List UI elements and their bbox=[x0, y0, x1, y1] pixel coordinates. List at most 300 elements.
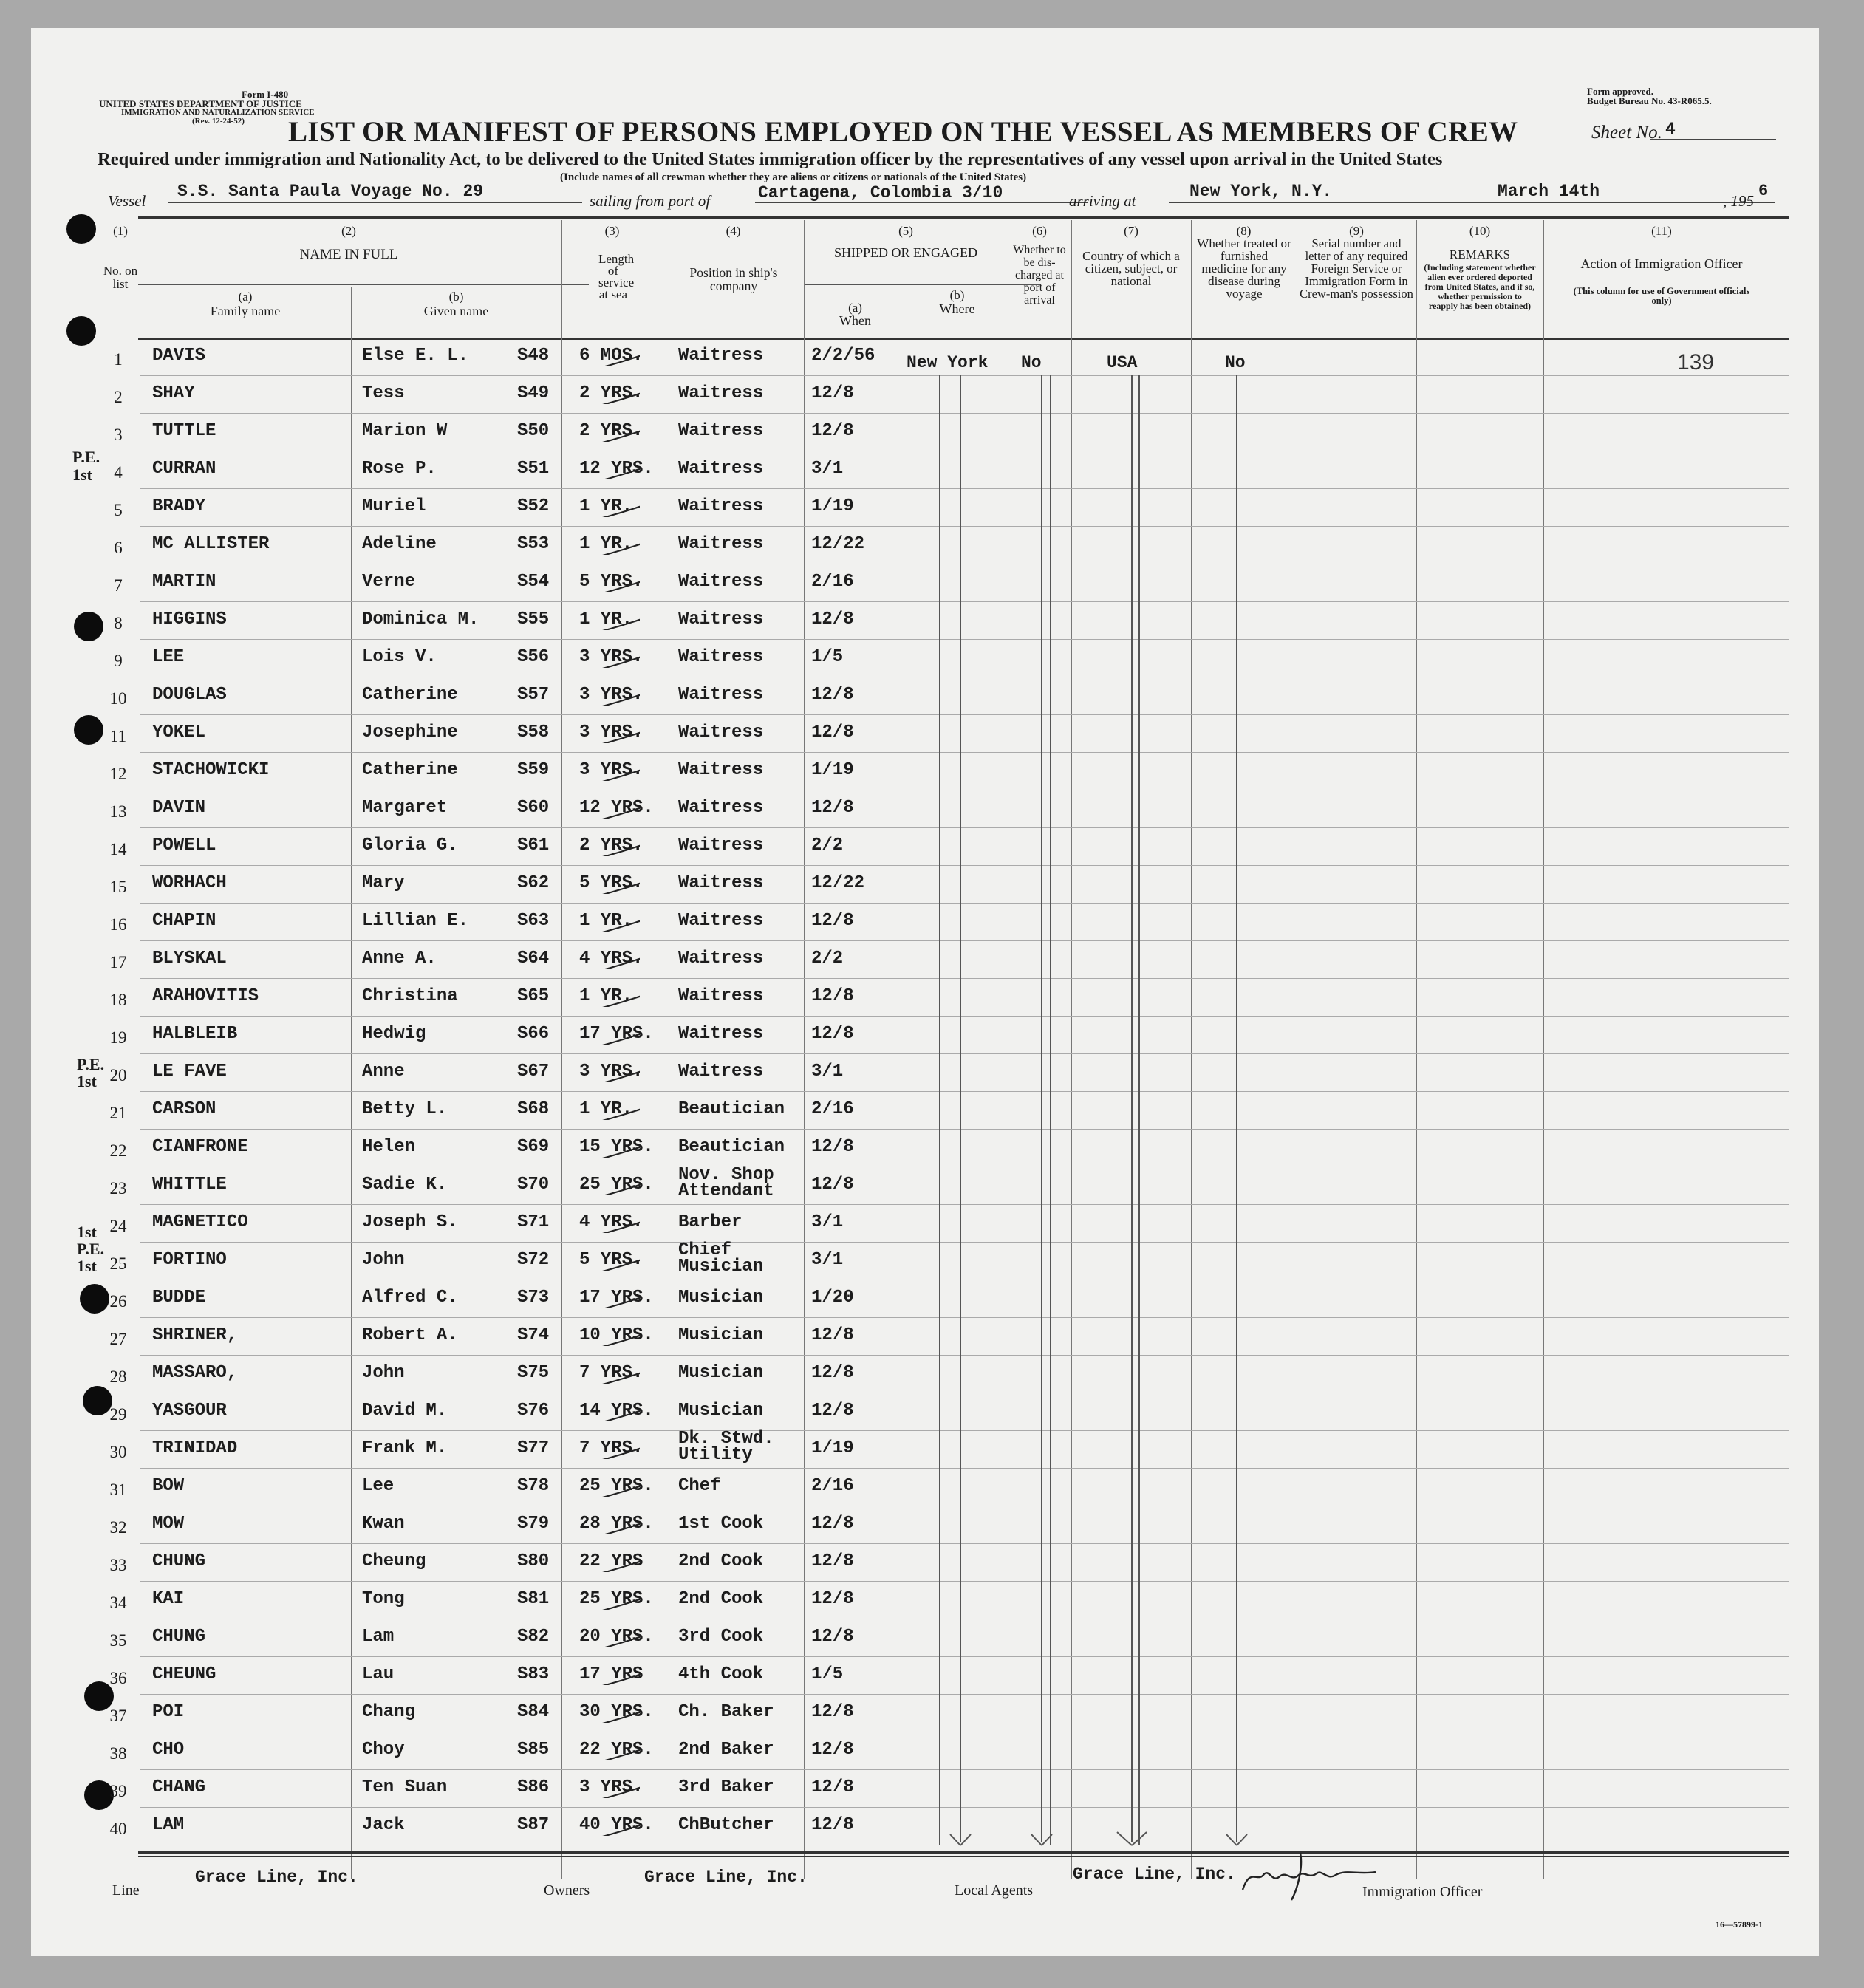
row-number: 10 bbox=[109, 689, 127, 708]
given-name: Kwan bbox=[362, 1514, 405, 1534]
check-stroke bbox=[600, 1060, 640, 1082]
row-number: 11 bbox=[109, 727, 127, 745]
row-number: 7 bbox=[114, 576, 123, 595]
row-number: 23 bbox=[109, 1179, 127, 1198]
length-of-service: 17 YRS. bbox=[579, 1288, 654, 1308]
position: Chef bbox=[678, 1476, 721, 1496]
department-name: UNITED STATES DEPARTMENT OF JUSTICE bbox=[99, 98, 302, 109]
vessel-name: S.S. Santa Paula Voyage No. 29 bbox=[177, 182, 484, 201]
length-of-service: 7 YRS. bbox=[579, 1438, 643, 1458]
given-name: Adeline bbox=[362, 534, 437, 554]
when-engaged: 12/8 bbox=[811, 1363, 854, 1383]
when-engaged: 2/16 bbox=[811, 1476, 854, 1496]
crew-code: S66 bbox=[517, 1024, 550, 1044]
when-engaged: 12/22 bbox=[811, 534, 865, 554]
position: Chief Musician bbox=[678, 1240, 764, 1277]
crew-code: S85 bbox=[517, 1740, 550, 1760]
family-name: KAI bbox=[152, 1589, 185, 1609]
check-stroke bbox=[600, 1738, 640, 1760]
family-name: DOUGLAS bbox=[152, 685, 227, 705]
row-number: 15 bbox=[109, 878, 127, 896]
length-of-service: 1 YR. bbox=[579, 534, 633, 554]
given-name: Sadie K. bbox=[362, 1175, 448, 1195]
footer-rule bbox=[138, 1851, 1789, 1854]
position: Musician bbox=[678, 1288, 764, 1308]
crew-code: S81 bbox=[517, 1589, 550, 1609]
given-name: Lam bbox=[362, 1627, 395, 1647]
check-stroke bbox=[600, 1362, 640, 1384]
length-of-service: 1 YR. bbox=[579, 609, 633, 629]
col6-number: (6) bbox=[1032, 224, 1047, 238]
row-number: 1 bbox=[114, 350, 123, 369]
family-name: DAVIN bbox=[152, 798, 206, 818]
when-engaged: 12/8 bbox=[811, 1137, 854, 1157]
check-stroke bbox=[600, 834, 640, 856]
margin-note: 1st bbox=[77, 1257, 97, 1275]
crew-code: S74 bbox=[517, 1325, 550, 1345]
row-number: 18 bbox=[109, 991, 127, 1009]
check-mark-icon bbox=[593, 1773, 640, 1798]
position: Waitress bbox=[678, 534, 764, 554]
when-engaged: 12/8 bbox=[811, 1740, 854, 1760]
check-mark-icon bbox=[593, 1208, 640, 1233]
check-mark-icon bbox=[593, 756, 640, 781]
given-name: Else E. L. bbox=[362, 346, 469, 366]
year-prefix: , 195 bbox=[1723, 192, 1754, 210]
check-mark-icon bbox=[593, 1547, 640, 1572]
given-name: Lee bbox=[362, 1476, 395, 1496]
check-stroke bbox=[600, 721, 640, 743]
position: 2nd Cook bbox=[678, 1589, 764, 1609]
check-mark-icon bbox=[593, 1170, 640, 1195]
check-stroke bbox=[600, 608, 640, 630]
position: Waitress bbox=[678, 459, 764, 479]
check-stroke bbox=[600, 1211, 640, 1233]
row-number: 35 bbox=[109, 1631, 127, 1650]
given-name: Muriel bbox=[362, 496, 426, 516]
col7-number: (7) bbox=[1124, 224, 1138, 238]
crew-code: S68 bbox=[517, 1099, 550, 1119]
row-number: 33 bbox=[109, 1556, 127, 1574]
given-name: Alfred C. bbox=[362, 1288, 458, 1308]
row-number: 37 bbox=[109, 1707, 127, 1725]
position: 2nd Cook bbox=[678, 1551, 764, 1571]
row-number: 8 bbox=[114, 614, 123, 632]
length-of-service: 3 YRS. bbox=[579, 723, 643, 742]
crew-code: S55 bbox=[517, 609, 550, 629]
given-name: Betty L. bbox=[362, 1099, 448, 1119]
family-name: MC ALLISTER bbox=[152, 534, 270, 554]
position: Musician bbox=[678, 1363, 764, 1383]
agents-value: Grace Line, Inc. bbox=[1073, 1865, 1236, 1884]
when-engaged: 12/8 bbox=[811, 798, 854, 818]
when-engaged: 12/8 bbox=[811, 1401, 854, 1421]
col-remarks-note: (Including statement whether alien ever ordered deported from United States, and if so, whether permission to reapply has been obtained) bbox=[1424, 262, 1536, 311]
check-stroke bbox=[600, 344, 640, 366]
given-name: Anne bbox=[362, 1062, 405, 1082]
family-name: CIANFRONE bbox=[152, 1137, 248, 1157]
position: Nov. Shop Attendant bbox=[678, 1165, 774, 1201]
length-of-service: 2 YRS. bbox=[579, 421, 643, 441]
row-number: 25 bbox=[109, 1254, 127, 1273]
crew-code: S83 bbox=[517, 1664, 550, 1684]
budget-bureau: Budget Bureau No. 43-R065.5. bbox=[1587, 95, 1712, 106]
length-of-service: 20 YRS. bbox=[579, 1627, 654, 1647]
family-name: CHANG bbox=[152, 1777, 206, 1797]
length-of-service: 12 YRS. bbox=[579, 459, 654, 479]
family-name: LE FAVE bbox=[152, 1062, 227, 1082]
crew-code: S78 bbox=[517, 1476, 550, 1496]
position: Waitress bbox=[678, 986, 764, 1006]
family-name: CHO bbox=[152, 1740, 185, 1760]
length-of-service: 3 YRS. bbox=[579, 647, 643, 667]
family-name: SHRINER, bbox=[152, 1325, 238, 1345]
length-of-service: 2 YRS. bbox=[579, 836, 643, 855]
when-engaged: 1/5 bbox=[811, 1664, 844, 1684]
given-name: Margaret bbox=[362, 798, 448, 818]
given-name: Chang bbox=[362, 1702, 416, 1722]
check-mark-icon bbox=[593, 1622, 640, 1647]
given-name: Tess bbox=[362, 383, 405, 403]
check-mark-icon bbox=[593, 1396, 640, 1421]
row-number: 3 bbox=[114, 426, 123, 444]
check-stroke bbox=[600, 1173, 640, 1195]
row-number: 5 bbox=[114, 501, 123, 519]
check-mark-icon bbox=[593, 1585, 640, 1610]
crew-code: S79 bbox=[517, 1514, 550, 1534]
length-of-service: 22 YRS bbox=[579, 1551, 643, 1571]
length-of-service: 17 YRS bbox=[579, 1664, 643, 1684]
row-number: 12 bbox=[109, 765, 127, 783]
margin-note: P.E. bbox=[72, 448, 100, 466]
check-stroke bbox=[600, 872, 640, 894]
crew-code: S87 bbox=[517, 1815, 550, 1835]
position: Barber bbox=[678, 1212, 742, 1232]
position: Waitress bbox=[678, 760, 764, 780]
check-mark-icon bbox=[593, 1095, 640, 1120]
given-name: Verne bbox=[362, 572, 416, 592]
row-number: 40 bbox=[109, 1820, 127, 1838]
family-name: MAGNETICO bbox=[152, 1212, 248, 1232]
family-name: BOW bbox=[152, 1476, 185, 1496]
crew-code: S63 bbox=[517, 911, 550, 931]
family-name: CHUNG bbox=[152, 1627, 206, 1647]
check-mark-icon bbox=[593, 1359, 640, 1384]
col9-number: (9) bbox=[1349, 224, 1364, 238]
crew-code: S65 bbox=[517, 986, 550, 1006]
check-stroke bbox=[600, 646, 640, 668]
row-number: 19 bbox=[109, 1028, 127, 1047]
check-mark-icon bbox=[593, 1434, 640, 1459]
given-name: Cheung bbox=[362, 1551, 426, 1571]
position: Ch. Baker bbox=[678, 1702, 774, 1722]
check-mark-icon bbox=[593, 492, 640, 517]
row-number: 28 bbox=[109, 1367, 127, 1386]
when-engaged: 12/8 bbox=[811, 1589, 854, 1609]
given-name: Catherine bbox=[362, 685, 458, 705]
position: Beautician bbox=[678, 1137, 785, 1157]
crew-code: S54 bbox=[517, 572, 550, 592]
position: 1st Cook bbox=[678, 1514, 764, 1534]
crew-code: S77 bbox=[517, 1438, 550, 1458]
given-name: Lau bbox=[362, 1664, 395, 1684]
col3-number: (3) bbox=[604, 224, 620, 238]
length-of-service: 25 YRS. bbox=[579, 1175, 654, 1195]
given-name: Tong bbox=[362, 1589, 405, 1609]
col-where: Where bbox=[939, 301, 975, 316]
check-stroke bbox=[600, 1286, 640, 1308]
form-revision: (Rev. 12-24-52) bbox=[192, 117, 245, 126]
length-of-service: 17 YRS. bbox=[579, 1024, 654, 1044]
family-name: POWELL bbox=[152, 836, 216, 855]
check-stroke bbox=[600, 1249, 640, 1271]
check-mark-icon bbox=[593, 1472, 640, 1497]
check-mark-icon bbox=[593, 1019, 640, 1045]
check-mark-icon bbox=[593, 982, 640, 1007]
check-stroke bbox=[600, 683, 640, 706]
family-name: MOW bbox=[152, 1514, 185, 1534]
row-number: 17 bbox=[109, 953, 127, 971]
check-stroke bbox=[600, 1135, 640, 1158]
length-of-service: 5 YRS. bbox=[579, 1250, 643, 1270]
check-mark-icon bbox=[593, 379, 640, 404]
when-engaged: 1/20 bbox=[811, 1288, 854, 1308]
position: Musician bbox=[678, 1401, 764, 1421]
row-number: 27 bbox=[109, 1330, 127, 1348]
check-stroke bbox=[600, 1022, 640, 1045]
family-name: BRADY bbox=[152, 496, 206, 516]
owners-label: Owners bbox=[544, 1882, 590, 1899]
when-engaged: 12/8 bbox=[811, 421, 854, 441]
col2-number: (2) bbox=[341, 224, 356, 238]
col-treated: Whether treated or furnished medicine for any disease during voyage bbox=[1197, 236, 1291, 301]
margin-note: P.E. bbox=[77, 1240, 105, 1258]
family-name: CARSON bbox=[152, 1099, 216, 1119]
crew-code: S60 bbox=[517, 798, 550, 818]
when-engaged: 1/5 bbox=[811, 647, 844, 667]
family-name: WORHACH bbox=[152, 873, 227, 893]
when-engaged: 3/1 bbox=[811, 459, 844, 479]
length-of-service: 1 YR. bbox=[579, 496, 633, 516]
when-engaged: 12/8 bbox=[811, 1702, 854, 1722]
check-stroke bbox=[600, 947, 640, 969]
col2a-number: (a) bbox=[238, 290, 253, 304]
family-name: HIGGINS bbox=[152, 609, 227, 629]
family-name: LAM bbox=[152, 1815, 185, 1835]
shipped-sub-rule bbox=[804, 284, 1041, 285]
when-engaged: 12/8 bbox=[811, 1627, 854, 1647]
check-stroke bbox=[600, 1550, 640, 1572]
position: Waitress bbox=[678, 496, 764, 516]
position: Waitress bbox=[678, 798, 764, 818]
length-of-service: 40 YRS. bbox=[579, 1815, 654, 1835]
given-name: Lois V. bbox=[362, 647, 437, 667]
col2b-number: (b) bbox=[448, 290, 464, 304]
given-name: John bbox=[362, 1363, 405, 1383]
arrival-port: New York, N.Y. bbox=[1189, 182, 1333, 201]
length-of-service: 7 YRS. bbox=[579, 1363, 643, 1383]
given-name: Ten Suan bbox=[362, 1777, 448, 1797]
owners-value: Grace Line, Inc. bbox=[644, 1868, 808, 1887]
col-given-name: Given name bbox=[423, 304, 489, 318]
position: 3rd Baker bbox=[678, 1777, 774, 1797]
family-name: SHAY bbox=[152, 383, 195, 403]
check-mark-icon bbox=[593, 718, 640, 743]
given-name: Choy bbox=[362, 1740, 405, 1760]
when-engaged: 12/8 bbox=[811, 1024, 854, 1044]
position: Waitress bbox=[678, 1024, 764, 1044]
family-name: TRINIDAD bbox=[152, 1438, 238, 1458]
sheet-number-underline bbox=[1650, 139, 1776, 140]
check-mark-icon bbox=[593, 906, 640, 932]
col1-number: (1) bbox=[113, 224, 128, 238]
row-number: 2 bbox=[114, 388, 123, 406]
row-number: 38 bbox=[109, 1744, 127, 1763]
crew-code: S48 bbox=[517, 346, 550, 366]
col-serial: Serial number and letter of any required Foreign Service or Immigration Form in Crew-man's possession bbox=[1300, 236, 1413, 301]
arriving-label: arriving at bbox=[1069, 192, 1136, 210]
row-number: 20 bbox=[109, 1066, 127, 1084]
length-of-service: 25 YRS. bbox=[579, 1589, 654, 1609]
position: Waitress bbox=[678, 1062, 764, 1082]
col-remarks: REMARKS bbox=[1449, 247, 1511, 262]
row-number: 32 bbox=[109, 1518, 127, 1537]
check-mark-icon bbox=[593, 1660, 640, 1685]
given-name: Christina bbox=[362, 986, 458, 1006]
crew-code: S67 bbox=[517, 1062, 550, 1082]
when-engaged: 2/2 bbox=[811, 949, 844, 969]
row-number: 22 bbox=[109, 1141, 127, 1160]
check-stroke bbox=[600, 1324, 640, 1346]
length-of-service: 15 YRS. bbox=[579, 1137, 654, 1157]
manifest-sheet bbox=[31, 28, 1819, 1956]
when-engaged: 3/1 bbox=[811, 1250, 844, 1270]
crew-code: S72 bbox=[517, 1250, 550, 1270]
crew-code: S51 bbox=[517, 459, 550, 479]
family-name: YASGOUR bbox=[152, 1401, 227, 1421]
page-title: LIST OR MANIFEST OF PERSONS EMPLOYED ON THE VESSEL AS MEMBERS OF CREW bbox=[288, 116, 1518, 148]
crew-code: S50 bbox=[517, 421, 550, 441]
check-mark-icon bbox=[593, 643, 640, 668]
given-name: Mary bbox=[362, 873, 405, 893]
position: Waitress bbox=[678, 383, 764, 403]
check-mark-icon bbox=[593, 1283, 640, 1308]
check-mark-icon bbox=[593, 1321, 640, 1346]
crew-code: S86 bbox=[517, 1777, 550, 1797]
family-name: CHEUNG bbox=[152, 1664, 216, 1684]
given-name: Catherine bbox=[362, 760, 458, 780]
officer-label: Immigration Officer bbox=[1362, 1884, 1483, 1900]
position: Waitress bbox=[678, 572, 764, 592]
crew-code: S73 bbox=[517, 1288, 550, 1308]
crew-code: S84 bbox=[517, 1702, 550, 1722]
length-of-service: 1 YR. bbox=[579, 986, 633, 1006]
form-number: Form I-480 bbox=[242, 89, 289, 100]
row-number: 39 bbox=[109, 1782, 127, 1800]
treated-value: No bbox=[1225, 353, 1246, 372]
margin-note: 1st bbox=[72, 465, 92, 484]
family-name: MARTIN bbox=[152, 572, 216, 592]
length-of-service: 10 YRS. bbox=[579, 1325, 654, 1345]
given-name: Helen bbox=[362, 1137, 416, 1157]
ditto-marks bbox=[918, 375, 1287, 1882]
crew-code: S53 bbox=[517, 534, 550, 554]
col5b-number: (b) bbox=[949, 288, 965, 302]
when-engaged: 12/8 bbox=[811, 1175, 854, 1195]
print-code: 16—57899-1 bbox=[1716, 1919, 1763, 1930]
length-of-service: 1 YR. bbox=[579, 1099, 633, 1119]
form-approved: Form approved. bbox=[1587, 86, 1654, 97]
check-stroke bbox=[600, 1625, 640, 1647]
length-of-service: 12 YRS. bbox=[579, 798, 654, 818]
crew-code: S62 bbox=[517, 873, 550, 893]
agents-label: Local Agents bbox=[955, 1882, 1034, 1899]
sailing-label: sailing from port of bbox=[590, 192, 711, 210]
given-name: Rose P. bbox=[362, 459, 437, 479]
given-name: Gloria G. bbox=[362, 836, 458, 855]
position: 2nd Baker bbox=[678, 1740, 774, 1760]
check-mark-icon bbox=[593, 1811, 640, 1836]
where-engaged: New York bbox=[907, 353, 989, 372]
length-of-service: 28 YRS. bbox=[579, 1514, 654, 1534]
col-position: Position in ship's company bbox=[689, 265, 778, 293]
length-of-service: 3 YRS. bbox=[579, 1062, 643, 1082]
name-sub-rule bbox=[138, 284, 589, 285]
crew-code: S82 bbox=[517, 1627, 550, 1647]
check-stroke bbox=[600, 759, 640, 781]
port-underline bbox=[755, 202, 1088, 203]
check-mark-icon bbox=[593, 1057, 640, 1082]
col-action: Action of Immigration Officer bbox=[1580, 256, 1743, 271]
when-engaged: 3/1 bbox=[811, 1062, 844, 1082]
crew-code: S80 bbox=[517, 1551, 550, 1571]
row-number: 16 bbox=[109, 915, 127, 934]
family-name: YOKEL bbox=[152, 723, 206, 742]
position: Waitress bbox=[678, 685, 764, 705]
check-stroke bbox=[600, 1399, 640, 1421]
family-name: DAVIS bbox=[152, 346, 206, 366]
length-of-service: 25 YRS. bbox=[579, 1476, 654, 1496]
check-mark-icon bbox=[593, 1246, 640, 1271]
family-name: FORTINO bbox=[152, 1250, 227, 1270]
check-stroke bbox=[600, 570, 640, 592]
header-top-rule bbox=[138, 216, 1789, 219]
check-mark-icon bbox=[593, 1509, 640, 1534]
position: Waitress bbox=[678, 346, 764, 366]
col-country: Country of which a citizen, subject, or national bbox=[1082, 249, 1180, 288]
crew-code: S52 bbox=[517, 496, 550, 516]
family-name: CHAPIN bbox=[152, 911, 216, 931]
when-engaged: 12/8 bbox=[811, 383, 854, 403]
check-stroke bbox=[600, 495, 640, 517]
when-engaged: 12/8 bbox=[811, 911, 854, 931]
given-name: Dominica M. bbox=[362, 609, 479, 629]
col-shipped-engaged: SHIPPED OR ENGAGED bbox=[833, 245, 977, 260]
when-engaged: 12/8 bbox=[811, 986, 854, 1006]
arrival-underline bbox=[1169, 202, 1775, 203]
check-stroke bbox=[600, 1588, 640, 1610]
length-of-service: 4 YRS. bbox=[579, 949, 643, 969]
position: Waitress bbox=[678, 836, 764, 855]
action-value: 139 bbox=[1677, 350, 1715, 375]
row-number: 29 bbox=[109, 1405, 127, 1424]
position: ChButcher bbox=[678, 1815, 774, 1835]
given-name: Joseph S. bbox=[362, 1212, 458, 1232]
when-engaged: 1/19 bbox=[811, 760, 854, 780]
row-number: 13 bbox=[109, 802, 127, 821]
crew-code: S59 bbox=[517, 760, 550, 780]
given-name: Lillian E. bbox=[362, 911, 469, 931]
